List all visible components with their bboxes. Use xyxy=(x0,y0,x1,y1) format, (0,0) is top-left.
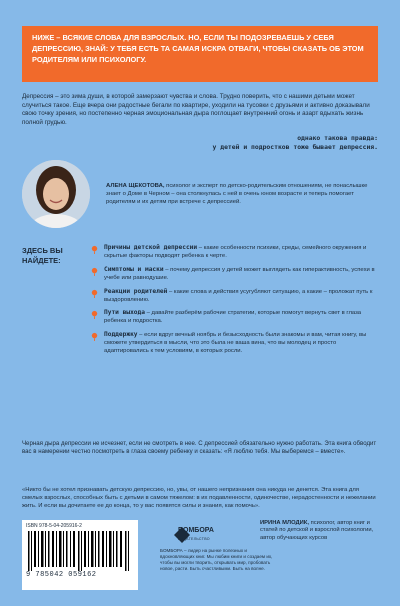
list-item xyxy=(90,331,378,356)
intro-paragraph: Депрессия – это зима души, в которой замерзают чувства и слова. Трудно поверить, что с нашими детьми может случиться такое. Еще вчера они радостные бегали по квартире, уходили на тусовки с друзьями и активно доказывали свою точку зрения, но постепенно черная эмоциональная дыра поглощает внутренний огонь и азарт вдыхать жизнь полной грудью. xyxy=(22,93,370,126)
publisher-subtitle: ИЗДАТЕЛЬСТВО xyxy=(178,537,210,541)
pin-icon xyxy=(90,245,99,254)
handwritten-statement xyxy=(188,134,378,152)
find-list xyxy=(90,244,378,361)
list-item-text: – почему депрессия у детей может выглядеть как гиперактивность, успехи в учебе или равнодушие. xyxy=(104,266,375,281)
list-item-text: – давайте разберём рабочие стратегии, которые помогут вернуть свет в глаза ребенка и подростка. xyxy=(104,310,362,325)
author-name: АЛЕНА ЩЕКОТОВА, xyxy=(106,183,165,189)
list-item-text: – какие особенности психики, среды, семейного окружения и скрытые факторы подводят ребенка к черте. xyxy=(104,245,367,259)
isbn-label: ISBN 978-5-04-205916-2 xyxy=(26,523,82,529)
author-bio xyxy=(106,182,378,206)
author-photo-illustration xyxy=(22,160,90,228)
isbn-number: 9 785042 059162 xyxy=(26,571,97,579)
handwritten-line-2: у детей и подростков тоже бывает депрессия. xyxy=(212,143,378,151)
find-heading: ЗДЕСЬ ВЫ НАЙДЕТЕ: xyxy=(22,246,63,265)
reviewer-name: ИРИНА МЛОДИК, xyxy=(260,520,309,526)
warning-text: НИЖЕ – ВСЯКИЕ СЛОВА ДЛЯ ВЗРОСЛЫХ. НО, ЕСЛИ ТЫ ПОДОЗРЕВАЕШЬ У СЕБЯ ДЕПРЕССИЮ, ЗНАЙ: У ТЕБЯ ЕСТЬ ТА САМАЯ ИСКРА ОТВАГИ, ЧТОБЫ СКАЗАТЬ ОБ ЭТОМ РОДИТЕЛЯМ ИЛИ ПСИХОЛОГУ. xyxy=(32,33,364,64)
list-item-keyword: Пути выхода xyxy=(104,309,145,317)
author-photo xyxy=(22,160,90,228)
list-item-keyword: Симптомы и маски xyxy=(104,265,164,273)
barcode-graphic xyxy=(26,531,134,571)
pin-icon xyxy=(90,310,99,319)
list-item-text: – какие слова и действия усугубляют ситуацию, а какие – проложат путь к выздоровлению. xyxy=(104,288,373,303)
isbn-barcode-block xyxy=(22,520,138,590)
warning-banner xyxy=(22,26,378,82)
reviewer-bio: психолог, автор книг и статей по детской и взрослой психологии, автор обучающих курсов xyxy=(260,520,374,541)
publisher-name: БОМБОРА xyxy=(178,527,214,534)
publisher-description: БОМБОРА – лидер на рынке полезных и вдохновляющих книг. Мы любим книги и создаем их, чтобы вы могли творить, открывать мир, пробовать новое, расти. Быть счастливыми. Быть на волне. xyxy=(160,548,273,571)
list-item-keyword: Причины детской депрессии xyxy=(104,244,198,251)
list-item xyxy=(90,309,378,326)
list-item-keyword: Реакции родителей xyxy=(104,287,168,295)
list-item xyxy=(90,288,378,305)
pin-icon xyxy=(90,332,99,341)
list-item xyxy=(90,244,378,261)
pin-icon xyxy=(90,267,99,276)
list-item-text: – если вдруг вечный ноябрь и безысходность были знакомы и вам, читая книгу, вы сможете утвердиться в мысли, что это была не ваша вина, что вы молодец и просто адаптировались к тем условиям, в которых росли. xyxy=(104,332,367,355)
closing-paragraph: Черная дыра депрессии не исчезнет, если не смотреть в нее. С депрессией обязательно нужно работать. Эта книга обводит вас в намерении честно посмотреть в глаза своему ребенку и сказать: «Я люблю тебя. Мы выберемся – вместе». xyxy=(22,440,377,456)
reviewer-credit xyxy=(260,520,380,542)
review-quote: «Никто бы не хотел признавать детскую депрессию, но, увы, от нашего непризнания она никуда не денется. Эта книга для смелых взрослых, способных быть с детьми в самом тяжелом: в их подавленности, одиночестве, нерадостенности и нежелании жить. И если вы дочитаете ее до конца, то у вас появятся силы и знания, как помочь». xyxy=(22,487,376,509)
author-description: психолог и эксперт по детско-родительским отношениям, не понаслышке знает о Доме в Черном – она столкнулась с ней в очень юном возрасте и теперь помогает родителям и их детям при встрече с депрессией. xyxy=(106,183,368,206)
handwritten-line-1: однако такова правда: xyxy=(297,134,378,142)
list-item-keyword: Поддержку xyxy=(104,331,138,339)
list-item xyxy=(90,266,378,283)
pin-icon xyxy=(90,289,99,298)
